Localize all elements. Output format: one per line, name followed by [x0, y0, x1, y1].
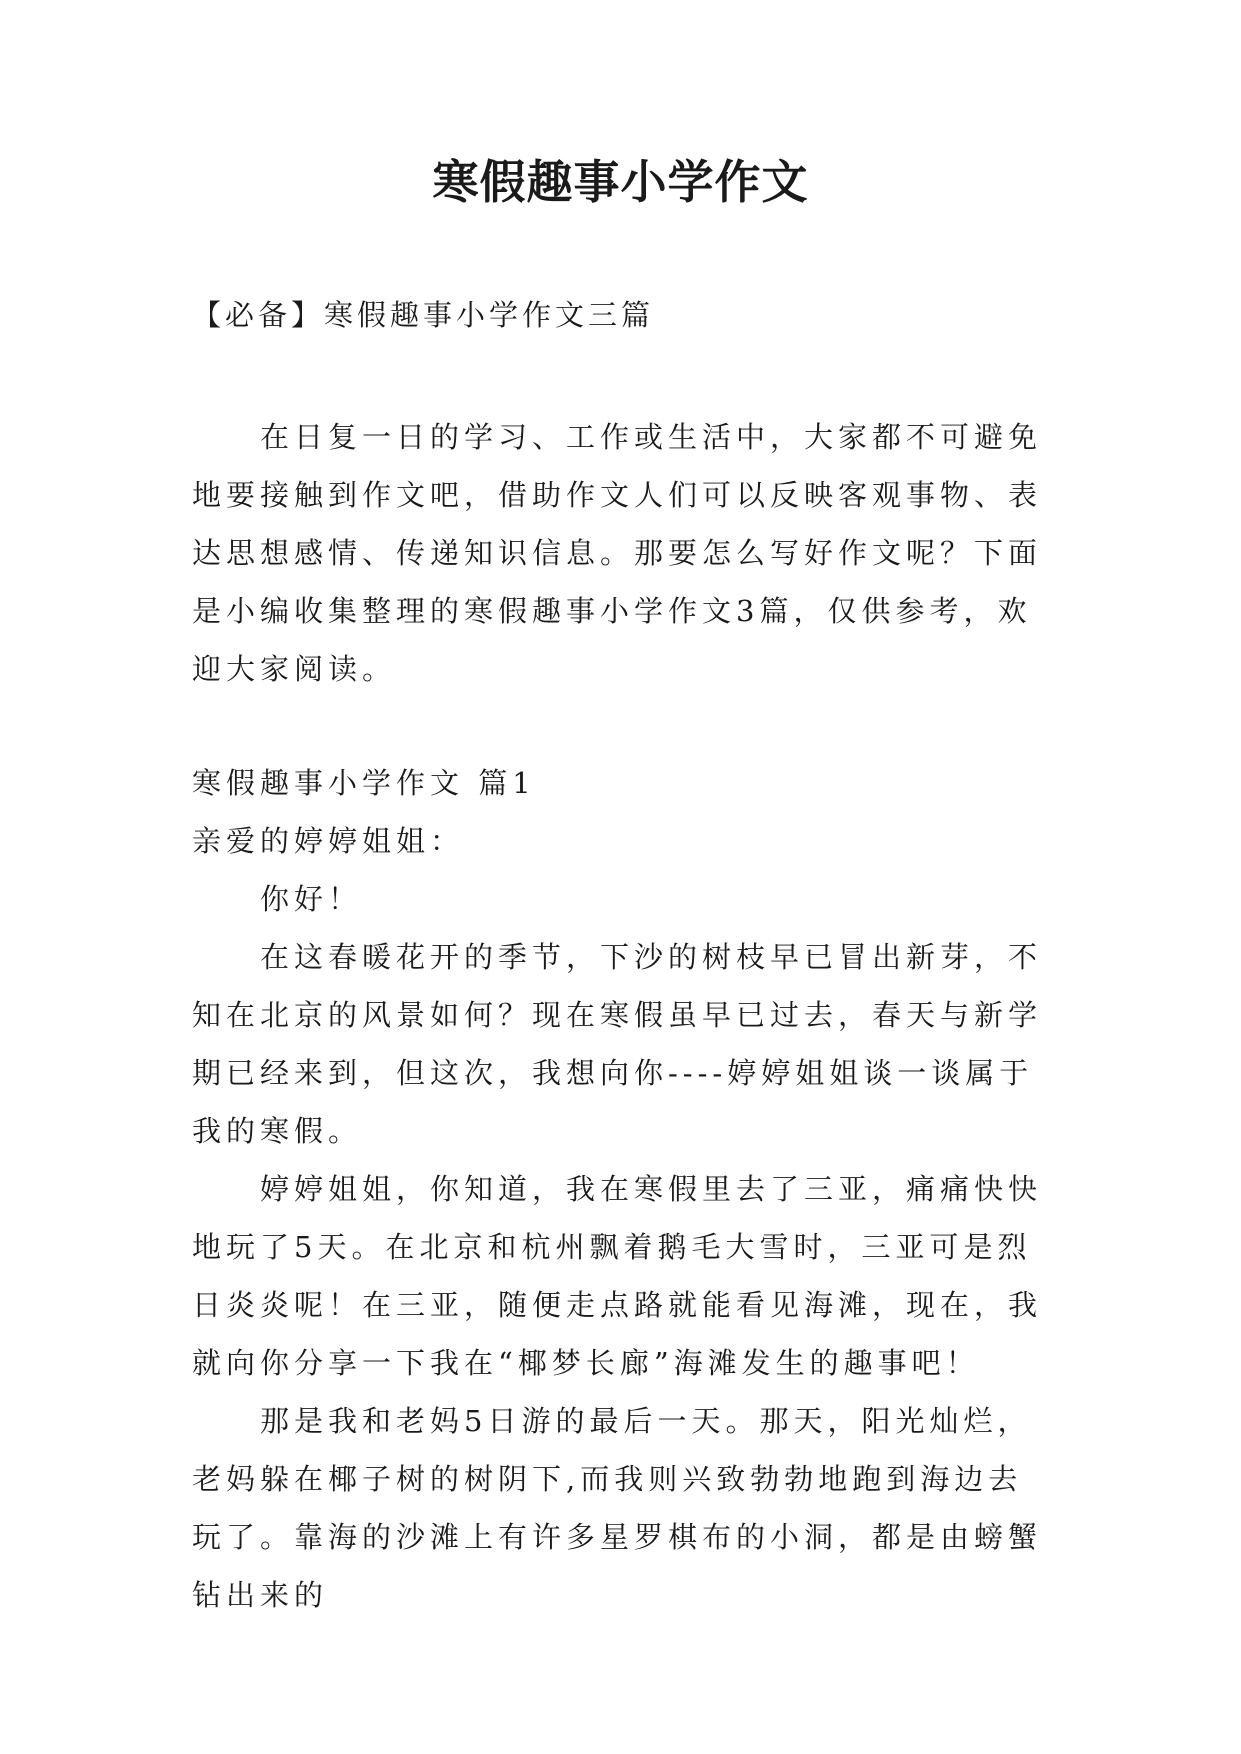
body-paragraph: 婷婷姐姐，你知道，我在寒假里去了三亚，痛痛快快地玩了5天。在北京和杭州飘着鹅毛大雪时，三亚可是烈日炎炎呢！在三亚，随便走点路就能看见海滩，现在，我就向你分享一下我在“椰梦长廊”海滩发生的趣事吧！	[192, 1172, 1043, 1380]
letter-greeting: 你好！	[260, 882, 363, 916]
article-section	[192, 754, 1052, 1624]
body-paragraph: 在这春暖花开的季节，下沙的树枝早已冒出新芽，不知在北京的风景如何？现在寒假虽早已过去，春天与新学期已经来到，但这次，我想向你----婷婷姐姐谈一谈属于我的寒假。	[192, 940, 1043, 1148]
body-paragraph: 那是我和老妈5日游的最后一天。那天，阳光灿烂，老妈躲在椰子树的树阴下,而我则兴致勃勃地跑到海边去玩了。靠海的沙滩上有许多星罗棋布的小洞，都是由螃蟹钻出来的	[192, 1404, 1043, 1612]
document-subtitle: 【必备】寒假趣事小学作文三篇	[192, 298, 655, 332]
intro-section	[192, 408, 1052, 698]
document-title: 寒假趣事小学作文	[432, 155, 809, 209]
intro-paragraph: 在日复一日的学习、工作或生活中，大家都不可避免地要接触到作文吧，借助作文人们可以反映客观事物、表达思想感情、传递知识信息。那要怎么写好作文呢？下面是小编收集整理的寒假趣事小学作文3篇，仅供参考，欢迎大家阅读。	[192, 420, 1043, 686]
section-heading: 寒假趣事小学作文 篇1	[192, 766, 536, 800]
letter-salutation: 亲爱的婷婷姐姐：	[192, 824, 465, 858]
